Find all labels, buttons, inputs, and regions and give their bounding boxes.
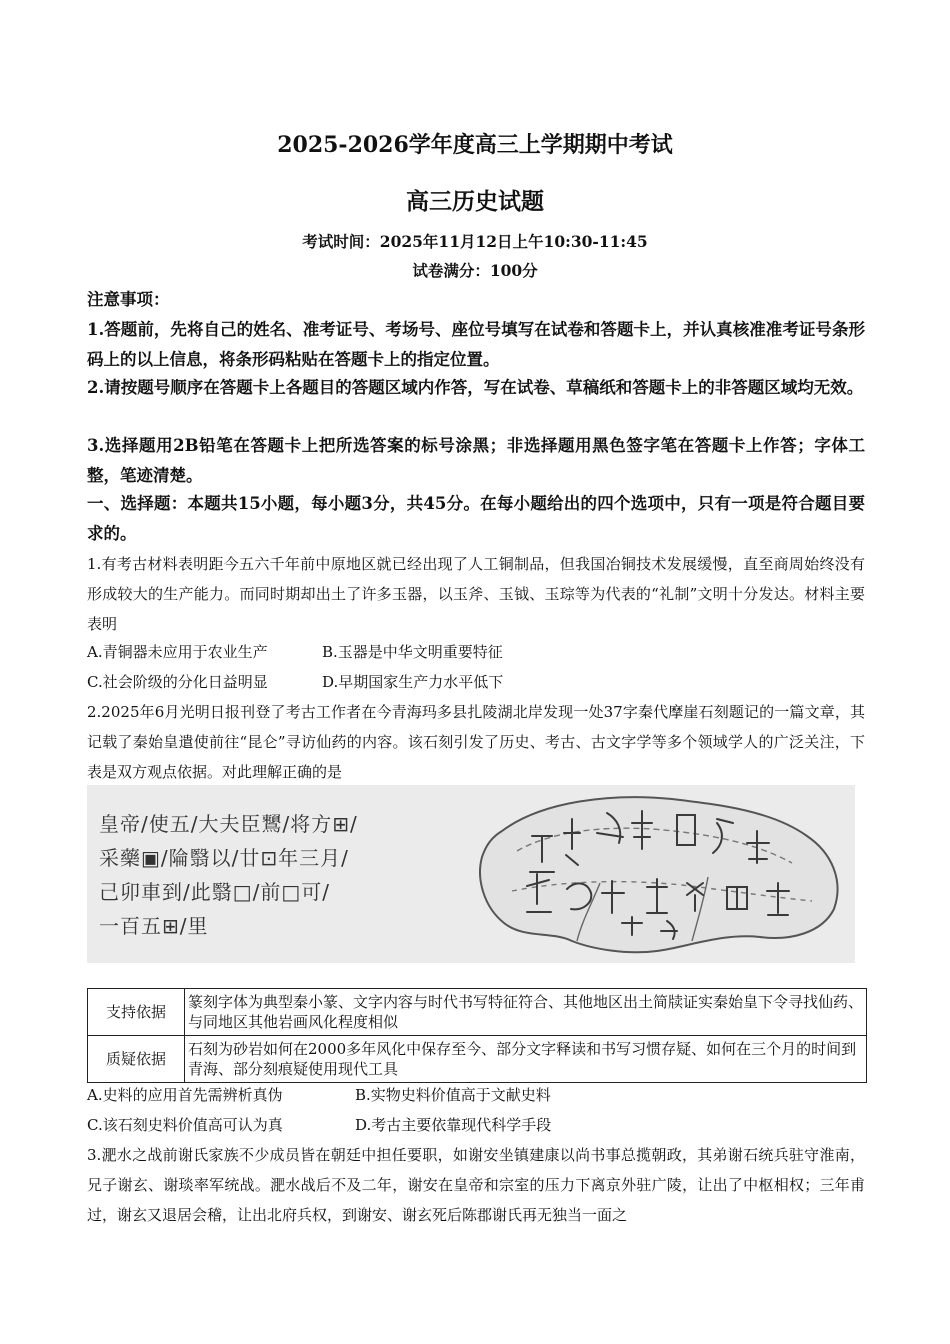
inscription-figure xyxy=(87,785,855,963)
note-item-2: 2.请按题号顺序在答题卡上各题目的答题区域内作答，写在试卷、草稿纸和答题卡上的非答题区域均无效。 xyxy=(87,378,864,397)
note-item-3: 3.选择题用2B铅笔在答题卡上把所选答案的标号涂黑；非选择题用黑色签字笔在答题卡上作答；字体工整，笔迹清楚。 xyxy=(87,436,865,485)
inscription-line-4: 一百五⊞/里 xyxy=(99,914,209,938)
section-heading: 一、选择题：本题共15小题，每小题3分，共45分。在每小题给出的四个选项中，只有一项是符合题目要求的。 xyxy=(87,494,865,543)
exam-title: 2025-2026学年度高三上学期期中考试 xyxy=(277,132,673,158)
question-2-option-b: B.实物史料价值高于文献史料 xyxy=(355,1086,551,1104)
inscription-line-1: 皇帝/使五/大夫臣𪈐/将方⊞/ xyxy=(99,812,358,836)
evidence-table xyxy=(87,988,867,1083)
table-cell-support-text: 篆刻字体为典型秦小篆、文字内容与时代书写特征符合、其他地区出土简牍证实秦始皇下令寻找仙药、与同地区其他岩画风化程度相似 xyxy=(185,989,867,1036)
question-1-option-d: D.早期国家生产力水平低下 xyxy=(322,673,504,691)
question-2-option-c: C.该石刻史料价值高可认为真 xyxy=(87,1116,283,1134)
question-1-options-row-2 xyxy=(87,667,503,697)
inscription-line-2: 采藥▣/陯翳以/廿⊡年三月/ xyxy=(99,846,349,870)
rock-rubbing-image xyxy=(472,791,847,959)
table-cell-support-label: 支持依据 xyxy=(88,989,185,1036)
full-score: 试卷满分：100分 xyxy=(412,261,538,280)
exam-subtitle: 高三历史试题 xyxy=(406,188,544,215)
question-2-option-d: D.考古主要依靠现代科学手段 xyxy=(355,1116,552,1134)
question-1-stem: 1.有考古材料表明距今五六千年前中原地区就已经出现了人工铜制品，但我国冶铜技术发展缓慢，直至商周始终没有形成较大的生产能力。而同时期却出土了许多玉器，以玉斧、玉钺、玉琮等为代表的“礼制”文明十分发达。材料主要表明 xyxy=(87,555,865,633)
notes-heading: 注意事项： xyxy=(87,290,170,309)
question-2-option-a: A.史料的应用首先需辨析真伪 xyxy=(87,1086,283,1104)
question-2-stem: 2.2025年6月光明日报刊登了考古工作者在今青海玛多县扎陵湖北岸发现一处37字秦代摩崖石刻题记的一篇文章，其记载了秦始皇遣使前往“昆仑”寻访仙药的内容。该石刻引发了历史、考古、古文字学等多个领域学人的广泛关注，下表是双方观点依据。对此理解正确的是 xyxy=(87,703,865,781)
note-item-1: 1.答题前，先将自己的姓名、准考证号、考场号、座位号填写在试卷和答题卡上，并认真核准准考证号条形码上的以上信息，将条形码粘贴在答题卡上的指定位置。 xyxy=(87,320,865,369)
table-row xyxy=(88,989,867,1036)
exam-time: 考试时间：2025年11月12日上午10:30-11:45 xyxy=(302,232,648,251)
table-cell-doubt-label: 质疑依据 xyxy=(88,1036,185,1083)
question-3-stem: 3.淝水之战前谢氏家族不少成员皆在朝廷中担任要职，如谢安坐镇建康以尚书事总揽朝政，其弟谢石统兵驻守淮南，兄子谢玄、谢琰率军统战。淝水战后不及二年，谢安在皇帝和宗室的压力下离京外驻广陵，让出了中枢相权；三年甫过，谢玄又退居会稽，让出北府兵权，到谢安、谢玄死后陈郡谢氏再无独当一面之 xyxy=(87,1146,865,1224)
table-cell-doubt-text: 石刻为砂岩如何在2000多年风化中保存至今、部分文字释读和书写习惯存疑、如何在三个月的时间到青海、部分刻痕疑使用现代工具 xyxy=(185,1036,867,1083)
question-2-options-row-2 xyxy=(87,1110,551,1140)
question-1-option-c: C.社会阶级的分化日益明显 xyxy=(87,673,268,691)
question-1-options-row-1 xyxy=(87,637,503,667)
question-2-options-row-1 xyxy=(87,1080,551,1110)
question-1-option-a: A.青铜器未应用于农业生产 xyxy=(87,643,268,661)
inscription-transcription xyxy=(99,807,358,943)
inscription-line-3: 己卯車到/此翳□/前□可/ xyxy=(99,880,331,904)
table-row xyxy=(88,1036,867,1083)
question-1-option-b: B.玉器是中华文明重要特征 xyxy=(322,643,503,661)
